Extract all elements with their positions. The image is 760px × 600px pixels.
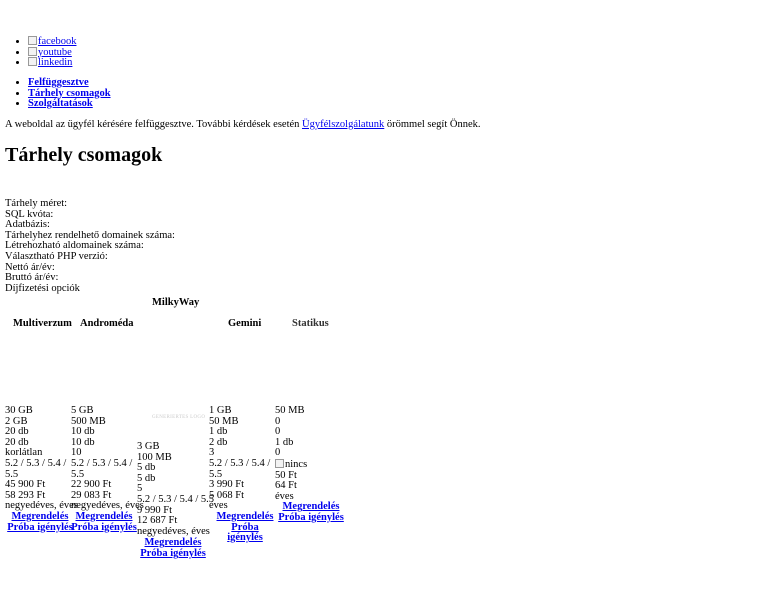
youtube-link[interactable]	[28, 47, 72, 58]
cell-size: 5 GB	[71, 405, 94, 416]
cell-billing: negyedéves, éves	[137, 525, 210, 537]
package-column-statikus	[275, 406, 347, 524]
suspension-notice	[5, 119, 481, 131]
cell-php: 5.2 / 5.3 / 5.4 / 5.5	[71, 457, 133, 480]
order-link[interactable]: Megrendelés	[75, 510, 133, 522]
trial-cell	[71, 523, 137, 534]
cell-domains: 2 db	[209, 436, 228, 448]
cell-gross: 58 293 Ft	[5, 489, 46, 501]
cell-subdomains: 10	[71, 447, 82, 459]
cell-subdomains: 3	[209, 447, 215, 459]
label-gross: Bruttó ár/év:	[5, 272, 59, 284]
cell-db: 0	[275, 426, 281, 438]
cell-net: 50 Ft	[275, 469, 297, 481]
package-column-milkyway	[137, 441, 215, 560]
label-net: Nettó ár/év:	[5, 261, 55, 273]
label-sql: SQL kvóta:	[5, 208, 54, 220]
cell-sql: 0	[275, 415, 281, 427]
facebook-link[interactable]	[28, 36, 76, 47]
cell-size: 50 MB	[275, 405, 305, 416]
cell-billing: éves	[209, 500, 228, 512]
customer-service-link[interactable]: Ügyfélszolgálatunk	[302, 119, 385, 130]
cell-net: 22 900 Ft	[71, 479, 112, 491]
linkedin-alt-text: linkedin	[38, 57, 73, 68]
cell-db: 20 db	[5, 426, 29, 438]
package-column-andromeda	[71, 405, 144, 533]
package-name-milkyway: MilkyWay	[152, 297, 200, 308]
cell-billing: negyedéves, éves	[71, 500, 144, 512]
cell-gross: 5 068 Ft	[209, 489, 245, 501]
php-not-available-icon	[275, 459, 284, 468]
cell-php	[275, 459, 347, 471]
order-trial-cell	[137, 537, 209, 559]
package-name-statikus: Statikus	[292, 318, 329, 329]
cell-billing: éves	[275, 490, 294, 502]
cell-gross: 29 083 Ft	[71, 489, 112, 501]
cell-domains: 5 db	[137, 472, 156, 484]
package-column-gemini	[209, 406, 275, 544]
label-domains: Tárhelyhez rendelhető domainek száma:	[5, 229, 175, 241]
label-subdomains: Létrehozható aldomainek száma:	[5, 240, 144, 252]
cell-db: 1 db	[209, 426, 228, 438]
trial-link[interactable]: Próba igénylés	[227, 521, 263, 544]
trial-link[interactable]: Próba igénylés	[71, 521, 137, 533]
trial-cell	[209, 523, 275, 544]
social-links	[28, 36, 76, 68]
label-php: Választható PHP verzió:	[5, 250, 108, 262]
package-name-gemini: Gemini	[228, 318, 262, 329]
social-item-linkedin	[28, 57, 76, 68]
cell-domains: 1 db	[275, 436, 294, 448]
watermark-logo: GENERIERTES LOGO	[152, 415, 206, 420]
cell-gross: 64 Ft	[275, 480, 297, 492]
cell-php: 5.2 / 5.3 / 5.4 / 5.5	[209, 457, 271, 480]
main-nav	[28, 78, 111, 110]
label-db: Adatbázis:	[5, 219, 50, 231]
cell-net: 45 900 Ft	[5, 479, 46, 491]
cell-sql: 100 MB	[137, 451, 172, 463]
facebook-alt-text: facebook	[38, 36, 77, 47]
package-name-andromeda: Androméda	[80, 318, 134, 329]
cell-sql: 500 MB	[71, 415, 106, 427]
order-link[interactable]: Megrendelés	[216, 510, 274, 522]
nav-link-suspended[interactable]: Felfüggesztve	[28, 77, 89, 88]
cell-subdomains: 5	[137, 483, 143, 495]
cell-subdomains: korlátlan	[5, 447, 43, 459]
cell-domains: 20 db	[5, 436, 29, 448]
trial-link[interactable]: Próba igénylés	[7, 521, 73, 533]
nav-item-services	[28, 99, 111, 110]
trial-cell	[275, 513, 347, 524]
linkedin-icon	[28, 57, 37, 66]
cell-size: 1 GB	[209, 405, 232, 416]
notice-text-before: A weboldal az ügyfél kérésére felfüggesztve. További kérdések esetén	[5, 119, 303, 130]
label-size: Tárhely méret:	[5, 198, 68, 209]
youtube-icon	[28, 47, 37, 56]
social-item-facebook	[28, 36, 76, 47]
order-link[interactable]: Megrendelés	[144, 537, 202, 549]
nav-link-services[interactable]: Szolgáltatások	[28, 98, 93, 109]
social-item-youtube	[28, 47, 76, 58]
linkedin-link[interactable]	[28, 57, 72, 68]
page-title: Tárhely csomagok	[5, 144, 163, 166]
cell-subdomains: 0	[275, 447, 281, 459]
cell-db: 5 db	[137, 462, 156, 474]
cell-php: 5.2 / 5.3 / 5.4 / 5.5	[5, 457, 67, 480]
cell-size: 3 GB	[137, 441, 160, 452]
order-link[interactable]: Megrendelés	[282, 501, 340, 513]
cell-db: 10 db	[71, 426, 95, 438]
cell-net: 9 990 Ft	[137, 504, 173, 516]
php-alt-text: nincs	[285, 458, 308, 470]
package-name-multiverzum: Multiverzum	[13, 318, 72, 329]
cell-billing: negyedéves, éves	[5, 500, 78, 512]
feature-labels	[5, 199, 175, 294]
cell-sql: 50 MB	[209, 415, 239, 427]
trial-cell	[5, 523, 75, 534]
trial-link[interactable]: Próba igénylés	[140, 548, 206, 560]
facebook-icon	[28, 36, 37, 45]
cell-net: 3 990 Ft	[209, 479, 245, 491]
cell-php: 5.2 / 5.3 / 5.4 / 5.5	[137, 493, 215, 505]
nav-link-hosting[interactable]: Tárhely csomagok	[28, 87, 111, 99]
trial-link[interactable]: Próba igénylés	[278, 511, 344, 523]
cell-gross: 12 687 Ft	[137, 515, 178, 527]
notice-text-after: örömmel segít Önnek.	[384, 119, 481, 130]
cell-sql: 2 GB	[5, 415, 28, 427]
order-link[interactable]: Megrendelés	[11, 510, 69, 522]
youtube-alt-text: youtube	[38, 46, 72, 58]
cell-domains: 10 db	[71, 436, 95, 448]
label-billing: Díjfizetési opciók	[5, 282, 80, 294]
cell-size: 30 GB	[5, 405, 33, 416]
